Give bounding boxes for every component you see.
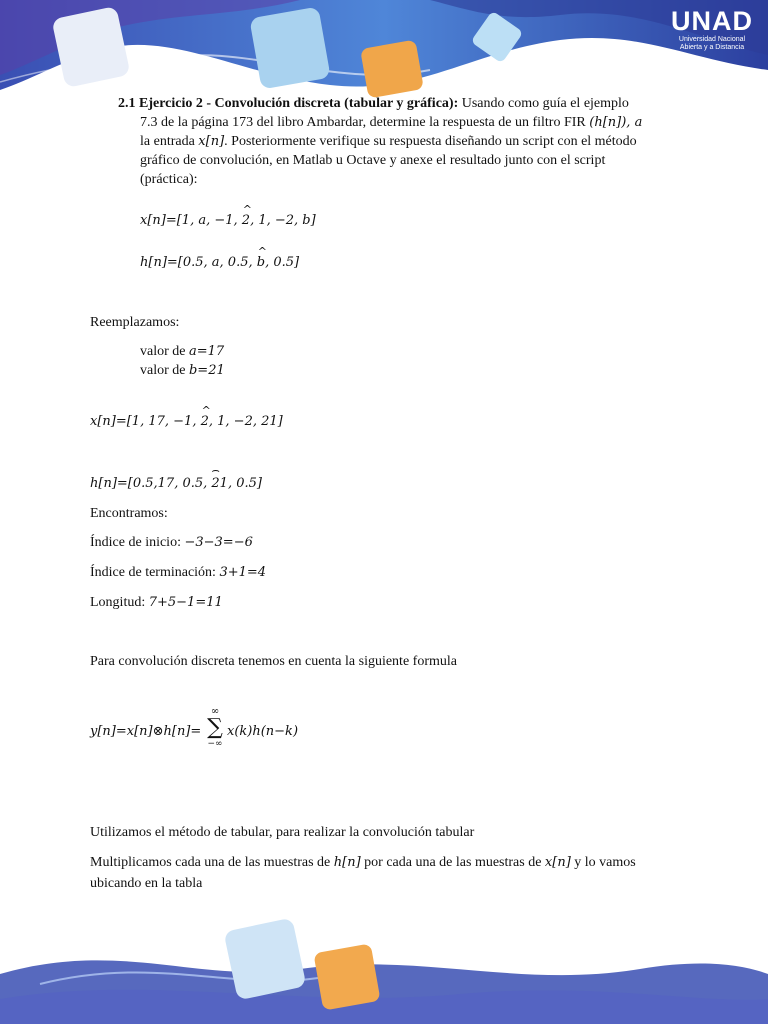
equation-x-general: x[n]=[1, a, −1, ^ 2, 1, −2, b] xyxy=(140,211,316,230)
formula-intro: Para convolución discreta tenemos en cuenta la siguiente formula xyxy=(90,654,457,669)
footer-banner xyxy=(0,914,768,1024)
value-b: valor de b=21 xyxy=(140,363,225,378)
unad-logo: UNAD Universidad Nacional Abierta y a Distancia xyxy=(671,6,753,51)
value-a: valor de a=17 xyxy=(140,344,225,359)
exercise-heading: 2.1 Ejercicio 2 - Convolución discreta (tabular y gráfica): Usando como guía el ejemplo xyxy=(118,96,629,111)
equation-x: x[n]=[1, 17, −1, ^ 2, 1, −2, 21] xyxy=(90,412,283,431)
equation-h-general: h[n]=[0.5, a, 0.5, ^ b, 0.5] xyxy=(140,253,299,272)
reemplazamos-label: Reemplazamos: xyxy=(90,315,180,330)
tabular-method-text: Utilizamos el método de tabular, para realizar la convolución tabular xyxy=(90,825,475,840)
summation-symbol: ∞ ∑ −∞ xyxy=(207,706,223,749)
encontramos-label: Encontramos: xyxy=(90,506,168,521)
end-index: Índice de terminación: 3+1=4 xyxy=(90,565,267,580)
header-banner xyxy=(0,0,768,105)
multiply-text: Multiplicamos cada una de las muestras de h[n] por cada una de las muestras de x[n] y lo vamos xyxy=(90,855,636,870)
convolution-formula-right: x(k)h(n−k) xyxy=(227,724,299,739)
length: Longitud: 7+5−1=11 xyxy=(90,595,223,610)
equation-h: h[n]=[0.5,17, 0.5, ⌢ 21, 0.5] xyxy=(90,474,262,493)
logo-wordmark: UNAD xyxy=(671,6,753,36)
convolution-formula-left: y[n]=x[n]⊗h[n]= xyxy=(90,724,202,739)
start-index: Índice de inicio: −3−3=−6 xyxy=(90,535,253,550)
